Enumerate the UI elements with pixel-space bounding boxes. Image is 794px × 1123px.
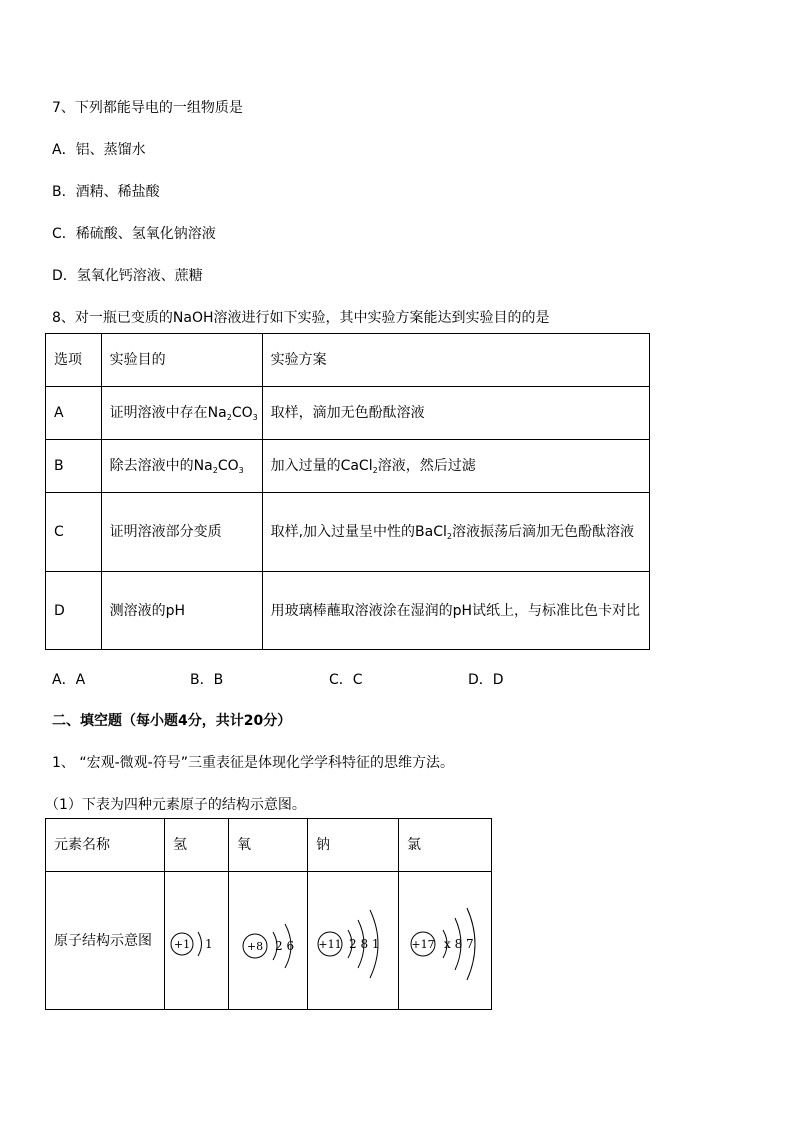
element-oxygen: 氧: [228, 819, 307, 872]
row-plan: 加入过量的CaCl$_2$溶液，然后过滤: [262, 440, 649, 493]
row-goal: 除去溶液中的$Na_2CO_3$: [101, 440, 262, 493]
row-option: D: [46, 572, 102, 650]
sodium-atom-diagram: [308, 872, 398, 1000]
sodium-diagram-cell: [307, 872, 398, 1010]
table-row: [46, 387, 650, 440]
q7-stem: 7、下列都能导电的一组物质是: [52, 100, 243, 116]
sodium-nucleus: +11: [318, 938, 342, 951]
row-option: C: [46, 493, 102, 572]
experiment-table: [45, 333, 650, 650]
chlorine-diagram-cell: [398, 872, 491, 1010]
table-row: [46, 572, 650, 650]
table-row: [46, 872, 492, 1010]
s2-q1-part1: （1）下表为四种元素原子的结构示意图。: [45, 797, 306, 813]
header-plan: 实验方案: [262, 334, 649, 387]
chlorine-shells: x 8 7: [443, 937, 474, 951]
element-hydrogen: 氢: [165, 819, 229, 872]
header-goal: 实验目的: [101, 334, 262, 387]
element-sodium: 钠: [307, 819, 398, 872]
structure-label: 原子结构示意图: [46, 872, 165, 1010]
row-goal: 证明溶液部分变质: [101, 493, 262, 572]
row-option: B: [46, 440, 102, 493]
q8-choice-d: D．D: [468, 672, 504, 688]
table-header-row: [46, 334, 650, 387]
header-option: 选项: [46, 334, 102, 387]
q8-choice-a: A．A: [52, 672, 86, 688]
element-chlorine: 氯: [398, 819, 491, 872]
atom-structure-table: [45, 818, 492, 1010]
row-plan: 取样,加入过量呈中性的BaCl$_2$溶液振荡后滴加无色酚酞溶液: [262, 493, 649, 572]
chlorine-nucleus: +17: [411, 938, 435, 951]
q7-option-d: D．氢氧化钙溶液、蔗糖: [52, 268, 203, 284]
q8-stem: 8、对一瓶已变质的NaOH溶液进行如下实验，其中实验方案能达到实验目的的是: [52, 310, 550, 326]
oxygen-nucleus: +8: [246, 940, 264, 953]
section-title: 二、填空题（每小题4分，共计20分）: [52, 713, 292, 729]
row-option: A: [46, 387, 102, 440]
oxygen-atom-diagram: [229, 872, 307, 1000]
sodium-shells: 2 8 1: [348, 937, 380, 951]
oxygen-shells: 2 6: [274, 939, 295, 953]
hydrogen-nucleus: +1: [173, 938, 191, 951]
row-plan: 取样，滴加无色酚酞溶液: [262, 387, 649, 440]
row-goal: 证明溶液中存在$Na_2CO_3$: [101, 387, 262, 440]
table-header-row: [46, 819, 492, 872]
q7-option-b: B．酒精、稀盐酸: [52, 184, 160, 200]
table-row: [46, 440, 650, 493]
q8-choice-b: B．B: [190, 672, 224, 688]
hydrogen-atom-diagram: [165, 872, 227, 1000]
row-plan: 用玻璃棒蘸取溶液涂在湿润的pH试纸上，与标准比色卡对比: [262, 572, 649, 650]
q8-choice-c: C．C: [329, 672, 363, 688]
element-name-label: 元素名称: [46, 819, 165, 872]
s2-q1: 1、 “宏观-微观-符号”三重表征是体现化学学科特征的思维方法。: [52, 755, 454, 771]
hydrogen-diagram-cell: [165, 872, 229, 1010]
table-row: [46, 493, 650, 572]
chlorine-atom-diagram: [399, 872, 491, 1000]
oxygen-diagram-cell: [228, 872, 307, 1010]
row-goal: 测溶液的pH: [101, 572, 262, 650]
q7-option-c: C．稀硫酸、氢氧化钠溶液: [52, 226, 216, 242]
hydrogen-shells: 1: [205, 937, 213, 951]
q7-option-a: A．铝、蒸馏水: [52, 142, 146, 158]
